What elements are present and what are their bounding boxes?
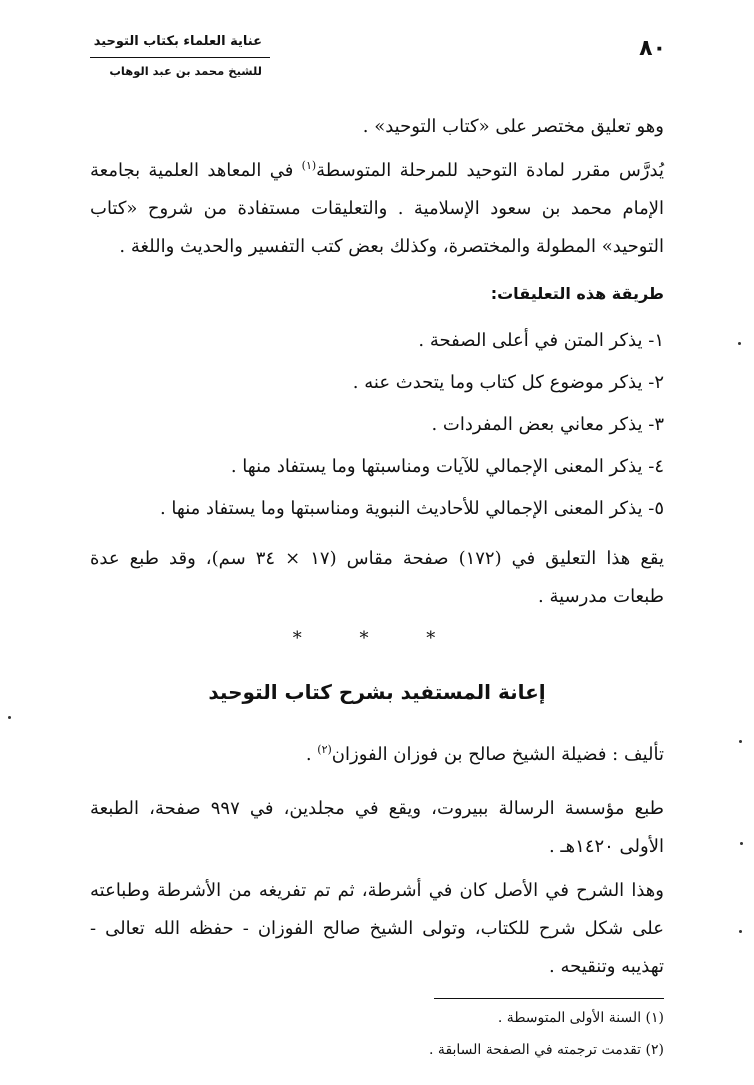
method-item: ٥- يذكر المعنى الإجمالي للأحاديث النبوية ومناسبتها وما يستفاد منها .	[159, 498, 664, 519]
margin-speck	[740, 842, 743, 845]
paragraph-publisher: طبع مؤسسة الرسالة ببيروت، ويقع في مجلدين، في ٩٩٧ صفحة، الطبعة الأولى ١٤٢٠هـ .	[90, 798, 664, 857]
paragraph-curriculum	[90, 152, 664, 266]
margin-speck	[738, 342, 741, 345]
footnote-1: (١) السنة الأولى المتوسطة .	[497, 1010, 664, 1026]
method-item: ٤- يذكر المعنى الإجمالي للآيات ومناسبتها وما يستفاد منها .	[230, 456, 664, 477]
running-title: عناية العلماء بكتاب التوحيد	[93, 34, 262, 49]
method-heading: طريقة هذه التعليقات:	[490, 284, 664, 303]
footnote-ref-1[interactable]: (١)	[301, 159, 317, 172]
footnote-rule	[434, 998, 664, 999]
page-number: ٨٠	[639, 36, 666, 61]
paragraph-origin: وهذا الشرح في الأصل كان في أشرطة، ثم تم تفريغه من الأشرطة وطباعته على شكل شرح للكتاب، وتولى الشيخ صالح الفوزان - حفظه الله تعالى - تهذيبه وتنقيحه .	[90, 880, 664, 977]
section-separator: * * *	[292, 628, 462, 649]
margin-speck	[739, 930, 742, 933]
section-title: إعانة المستفيد بشرح كتاب التوحيد	[208, 680, 546, 704]
method-item: ٢- يذكر موضوع كل كتاب وما يتحدث عنه .	[352, 372, 664, 393]
margin-speck	[739, 740, 742, 743]
paragraph-intro: وهو تعليق مختصر على «كتاب التوحيد» .	[362, 116, 664, 137]
footnote-2: (٢) تقدمت ترجمته في الصفحة السابقة .	[429, 1042, 664, 1058]
margin-speck	[8, 716, 11, 719]
footnote-ref-2[interactable]: (٢)	[317, 743, 332, 756]
method-item: ١- يذكر المتن في أعلى الصفحة .	[418, 330, 664, 351]
paragraph-print-details: يقع هذا التعليق في (١٧٢) صفحة مقاس (١٧ × ٣٤ سم)، وقد طبع عدة طبعات مدرسية .	[90, 548, 665, 607]
method-item: ٣- يذكر معاني بعض المفردات .	[431, 414, 664, 435]
author-line	[90, 736, 664, 774]
running-subtitle: للشيخ محمد بن عبد الوهاب	[109, 64, 262, 78]
paragraph-curriculum-text-a: يُدرَّس مقرر لمادة التوحيد للمرحلة المتوسطة	[316, 160, 664, 181]
author-line-end: .	[305, 744, 318, 765]
author-line-text: تأليف : فضيلة الشيخ صالح بن فوزان الفوزان	[331, 744, 664, 765]
header-rule	[90, 57, 270, 58]
paragraph-curriculum-text-b: في المعاهد العلمية بجامعة الإمام محمد بن سعود الإسلامية . والتعليقات مستفادة من شروح «كتاب التوحيد» المطولة والمختصرة، وكذلك بعض كتب التفسير والحديث واللغة .	[90, 160, 664, 257]
